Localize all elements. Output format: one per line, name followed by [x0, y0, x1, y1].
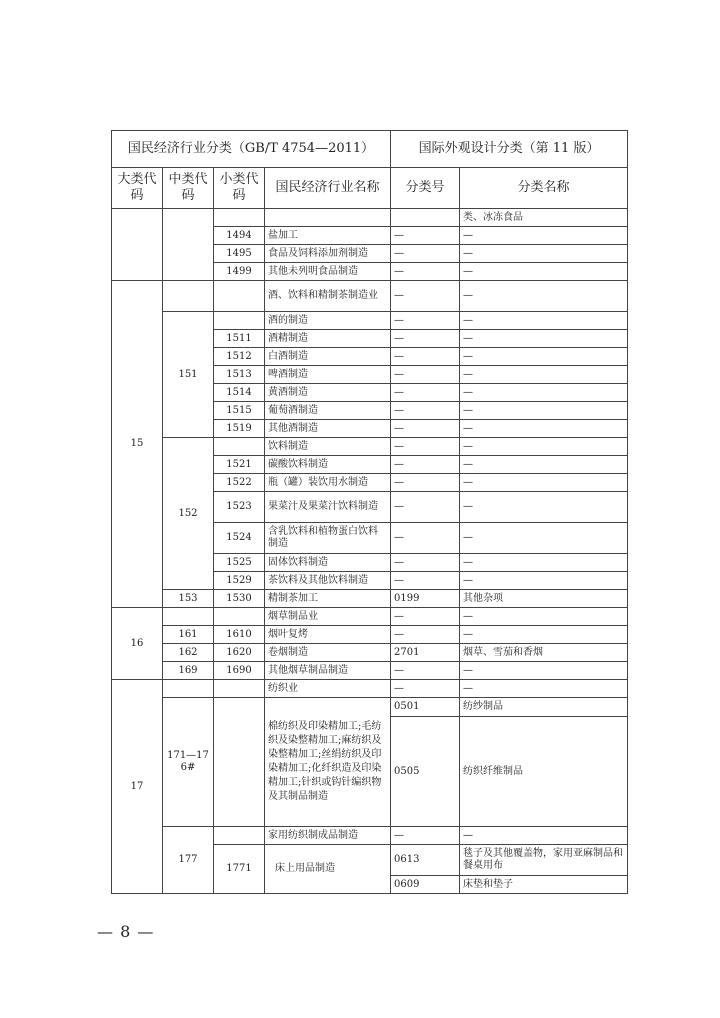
table-row: 1495 食品及饲料添加剂制造 — —: [112, 245, 628, 263]
table-row: 1522 瓶（罐）装饮用水制造 — —: [112, 474, 628, 492]
header-locarno: 国际外观设计分类（第 11 版）: [391, 131, 628, 168]
table-row: 171—176# 棉纺织及印染精加工;毛纺织及染整精加工;麻纺织及染整精加工;丝绢纺织及印染精加工;化纤织造及印染精加工;针织或钩针编织物及其制品制造 0501 纺纱制品: [112, 698, 628, 717]
table-row: 15 酒、饮料和精制茶制造业 — —: [112, 281, 628, 312]
table-row: 1512 白酒制造 — —: [112, 348, 628, 366]
major-code-15: 15: [112, 281, 163, 608]
table-row: 1514 黄酒制造 — —: [112, 384, 628, 402]
table-row: 16 烟草制品业 — —: [112, 608, 628, 626]
table-row: 1771 床上用品制造 0613 毯子及其他覆盖物，家用亚麻制品和餐桌用布: [112, 845, 628, 876]
table-row: 1525 固体饮料制造 — —: [112, 554, 628, 572]
table-row: 1523 果菜汁及果菜汁饮料制造 — —: [112, 492, 628, 523]
mid-code-151: 151: [163, 312, 214, 438]
table-row: 17 纺织业 — —: [112, 680, 628, 698]
table-row: 1511 酒精制造 — —: [112, 330, 628, 348]
textile-subclasses: 棉纺织及印染精加工;毛纺织及染整精加工;麻纺织及染整精加工;丝绢纺织及印染精加工;化纤织造及印染精加工;针织或钩针编织物及其制品制造: [265, 698, 391, 827]
col-class-name: 分类名称: [460, 168, 628, 209]
col-major-code: 大类代码: [112, 168, 163, 209]
classification-table: [111, 130, 628, 894]
mid-code-177: 177: [163, 827, 214, 894]
table-row: 1521 碳酸饮料制造 — —: [112, 456, 628, 474]
header-gb: 国民经济行业分类（GB/T 4754—2011）: [112, 131, 391, 168]
table-row: 169 1690 其他烟草制品制造 — —: [112, 662, 628, 680]
page-number: — 8 —: [97, 922, 155, 941]
table-row: 153 1530 精制茶加工 0199 其他杂项: [112, 590, 628, 608]
table-row: 161 1610 烟叶复烤 — —: [112, 626, 628, 644]
table-row: 0505 纺织纤维制品: [112, 717, 628, 827]
table-row: 152 饮料制造 — —: [112, 438, 628, 456]
table-row: 177 家用纺织制成品制造 — —: [112, 827, 628, 845]
table-row: 1513 啤酒制造 — —: [112, 366, 628, 384]
header-row: [112, 131, 628, 168]
col-class-no: 分类号: [391, 168, 460, 209]
mid-code-171-176: 171—176#: [163, 698, 214, 827]
table-row: 1515 葡萄酒制造 — —: [112, 402, 628, 420]
col-mid-code: 中类代码: [163, 168, 214, 209]
major-code-16: 16: [112, 608, 163, 680]
table-row: 1519 其他酒制造 — —: [112, 420, 628, 438]
table-row: 1524 含乳饮料和植物蛋白饮料制造 — —: [112, 523, 628, 554]
major-code-17: 17: [112, 680, 163, 894]
table-row: 0609 床垫和垫子: [112, 876, 628, 894]
table-row: 1529 茶饮料及其他饮料制造 — —: [112, 572, 628, 590]
table-row: 151 酒的制造 — —: [112, 312, 628, 330]
subheader-row: [112, 168, 628, 209]
col-minor-code: 小类代码: [214, 168, 265, 209]
col-industry-name: 国民经济行业名称: [265, 168, 391, 209]
table-row: 1499 其他未列明食品制造 — —: [112, 263, 628, 281]
table-row: 1494 盐加工 — —: [112, 227, 628, 245]
mid-code-152: 152: [163, 438, 214, 590]
table-row: 162 1620 卷烟制造 2701 烟草、雪茄和香烟: [112, 644, 628, 662]
table-row: 类、冰冻食品: [112, 209, 628, 227]
